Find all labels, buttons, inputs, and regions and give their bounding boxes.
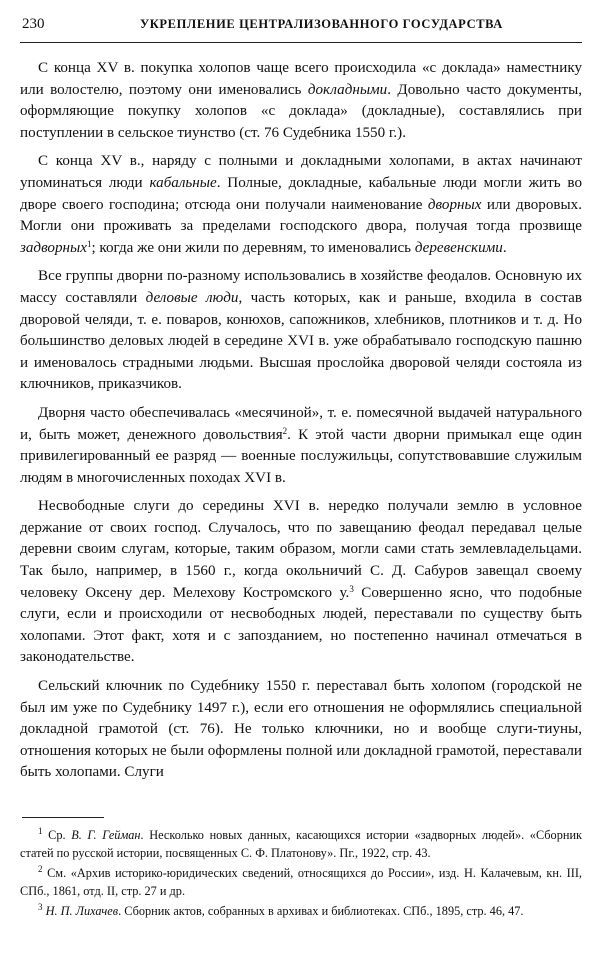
footnote-ref[interactable]: 3 [349,583,354,594]
paragraph-4 [20,403,582,489]
text-run: . К этой части дворни примыкал еще один привилегированный ее разряд — военные послужильцы, сопутствовавшие служилым людям в многочисленных походах XVI в. [20,426,582,486]
footnote-mark: 3 [38,902,43,912]
text-run: . Несколько новых данных, касающихся истории «задворных людей». «Сборник статей по русской истории, посвященных С. Ф. Платонову». Пг., 1922, стр. 43. [20,828,582,860]
footnote-mark: 1 [38,826,43,836]
running-title: УКРЕПЛЕНИЕ ЦЕНТРАЛИЗОВАННОГО ГОСУДАРСТВА [140,17,503,31]
footnote-3 [20,902,582,920]
footnote-separator [22,817,104,818]
footnotes [20,826,582,922]
text-run: См. «Архив историко-юридических сведений, относящихся до России», изд. Н. Калачевым, кн. III, СПб., 1861, отд. II, стр. 27 и др. [20,866,582,898]
page-number: 230 [22,16,45,32]
text-run: Сельский ключник по Судебнику 1550 г. переставал быть холопом (городской не был им уже по Судебнику 1497 г.), если его отношения не оформлялись специальной докладной грамотой (ст. 76). Не только ключники, но и вообще слуги-тиуны, отношения которых не были оформлены полной или докладной грамотой, переставали быть холопами. Слуги [20,678,582,781]
italic-term: докладными [307,81,388,98]
text-run: . Сборник актов, собранных в архивах и библиотеках. СПб., 1895, стр. 46, 47. [118,904,524,918]
main-text [20,58,582,791]
text-run: Совершенно ясно, что подобные слуги, если и происходили от несвободных людей, переставали по существу быть холопами. Этот факт, хотя и с запозданием, но постепенно начинал отмечаться в законодательстве. [20,584,583,666]
paragraph-2 [20,151,582,259]
text-run: Дворня часто обеспечивалась «месячиной», т. е. помесячной выдачей натурального и, быть может, денежного довольствия [20,404,582,443]
paragraph-5 [20,496,582,669]
text-run: , часть которых, как и раньше, входила в состав дворовой челяди, т. е. поваров, конюхов, сапожников, хлебников, плотников и т. д. Но большинство деловых людей в середине XVI в. уже обрабатывало господскую пашню и именовалось страдными людьми. Высшая прослойка дворовой челяди состояла из ключников, приказчиков. [20,289,582,393]
italic-term: дворных [427,196,482,213]
footnote-mark: 2 [38,864,43,874]
paragraph-1 [20,58,582,144]
paragraph-3 [20,266,582,396]
text-run: . [502,239,507,256]
text-run: Несвободные слуги до середины XVI в. нередко получали землю в условное держание от своих господ. Случалось, что по завещанию феодал передавал целые деревни своим слугам, которые, таким образом, могли сами стать землевладельцами. Так было, например, в 1560 г., когда окольничий С. Д. Сабуров завещал своему человеку Оксену дер. Мелехову Костромского у. [20,498,582,601]
text-run: С конца XV в., наряду с полными и докладными холопами, в актах начинают упоминаться люди [20,153,582,191]
italic-term: задворных [20,239,87,256]
text-run: Ср. [42,828,72,842]
footnote-author: В. Г. Гейман [71,828,141,842]
text-run: или дворовых. Могли они проживать за пределами господского двора, получая тогда прозвище [20,196,582,235]
footnote-ref[interactable]: 1 [86,238,92,249]
text-run: С конца XV в. покупка холопов чаще всего происходила «с доклада» наместнику или волостелю, поэтому они именовались [20,60,582,98]
italic-term: кабальные [149,174,217,191]
text-run: Все группы дворни по-разному использовались в хозяйстве феодалов. Основную их массу составляли [20,268,582,306]
italic-term: деревенскими [414,239,503,256]
text-run: . Довольно часто документы, оформляющие покупку холопов «с доклада» (докладные), составлялись при поступлении в сельское тиунство (ст. 76 Судебника 1550 г.). [20,81,582,141]
footnote-author: Н. П. Лихачев [45,904,119,918]
page-header [20,10,582,43]
paragraph-6 [20,676,582,784]
text-run: ; когда же они жили по деревням, то именовались [91,239,415,256]
italic-term: деловые люди [145,289,239,306]
text-run: . Полные, докладные, кабальные люди могли жить во дворе своего господина; отсюда они получали наименование [20,174,582,213]
footnote-1 [20,826,582,862]
footnote-2 [20,864,582,900]
footnote-ref[interactable]: 2 [282,425,288,436]
